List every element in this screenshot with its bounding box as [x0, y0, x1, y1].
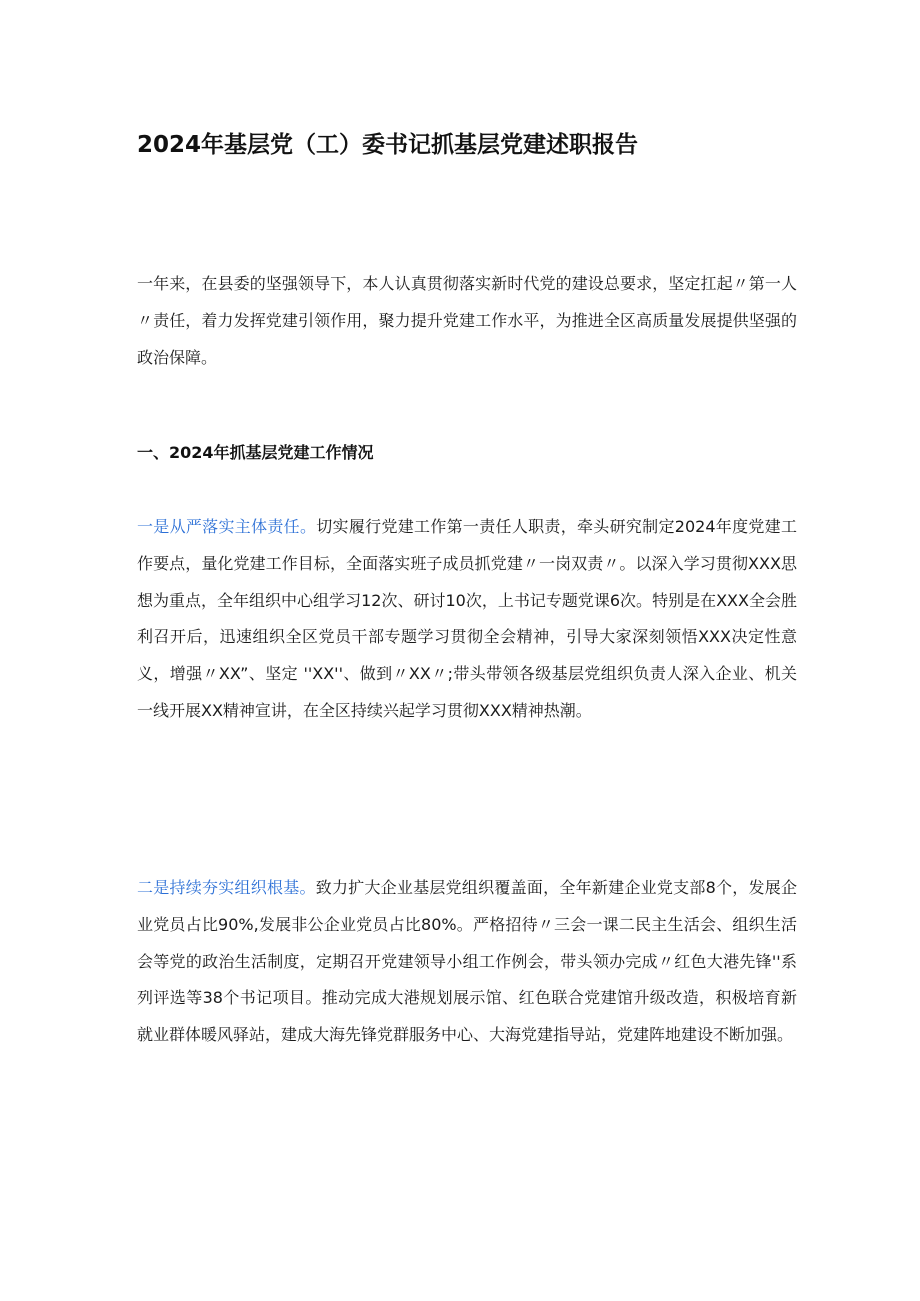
item-1-body: 切实履行党建工作第一责任人职责，牵头研究制定2024年度党建工作要点，量化党建工作目标，全面落实班子成员抓党建〃一岗双责〃。以深入学习贯彻XXX思想为重点，全年组织中心组学习12次、研讨10次，上书记专题党课6次。特别是在XXX全会胜利召开后，迅速组织全区党员干部专题学习贯彻全会精神，引导大家深刻领悟XXX决定性意义，增强〃XX”、坚定 ''XX''、做到〃XX〃;带头带领各级基层党组织负责人深入企业、机关一线开展XX精神宣讲，在全区持续兴起学习贯彻XXX精神热潮。: [137, 517, 797, 720]
item-2-body: 致力扩大企业基层党组织覆盖面，全年新建企业党支部8个，发展企业党员占比90%,发展非公企业党员占比80%。严格招待〃三会一课二民主生活会、组织生活会等党的政治生活制度，定期召开党建领导小组工作例会，带头领办完成〃红色大港先锋''系列评选等38个书记项目。推动完成大港规划展示馆、红色联合党建馆升级改造，积极培育新就业群体暖风驿站，建成大海先锋党群服务中心、大海党建指导站，党建阵地建设不断加强。: [137, 878, 797, 1045]
intro-paragraph: [137, 266, 797, 376]
item-1-lead: 一是从严落实主体责任。: [137, 517, 317, 536]
item-2-lead: 二是持续夯实组织根基。: [137, 878, 316, 897]
section-heading: 一、2024年抓基层党建工作情况: [137, 443, 374, 462]
paragraph-item-1: [137, 509, 797, 730]
document-title: 2024年基层党（工）委书记抓基层党建述职报告: [137, 132, 639, 158]
intro-text: 一年来，在县委的坚强领导下，本人认真贯彻落实新时代党的建设总要求，坚定扛起〃第一人〃责任，着力发挥党建引领作用，聚力提升党建工作水平，为推进全区高质量发展提供坚强的政治保障。: [137, 274, 797, 367]
paragraph-item-2-text: [137, 870, 797, 1054]
paragraph-item-1-text: [137, 509, 797, 730]
paragraph-item-2: [137, 870, 797, 1054]
